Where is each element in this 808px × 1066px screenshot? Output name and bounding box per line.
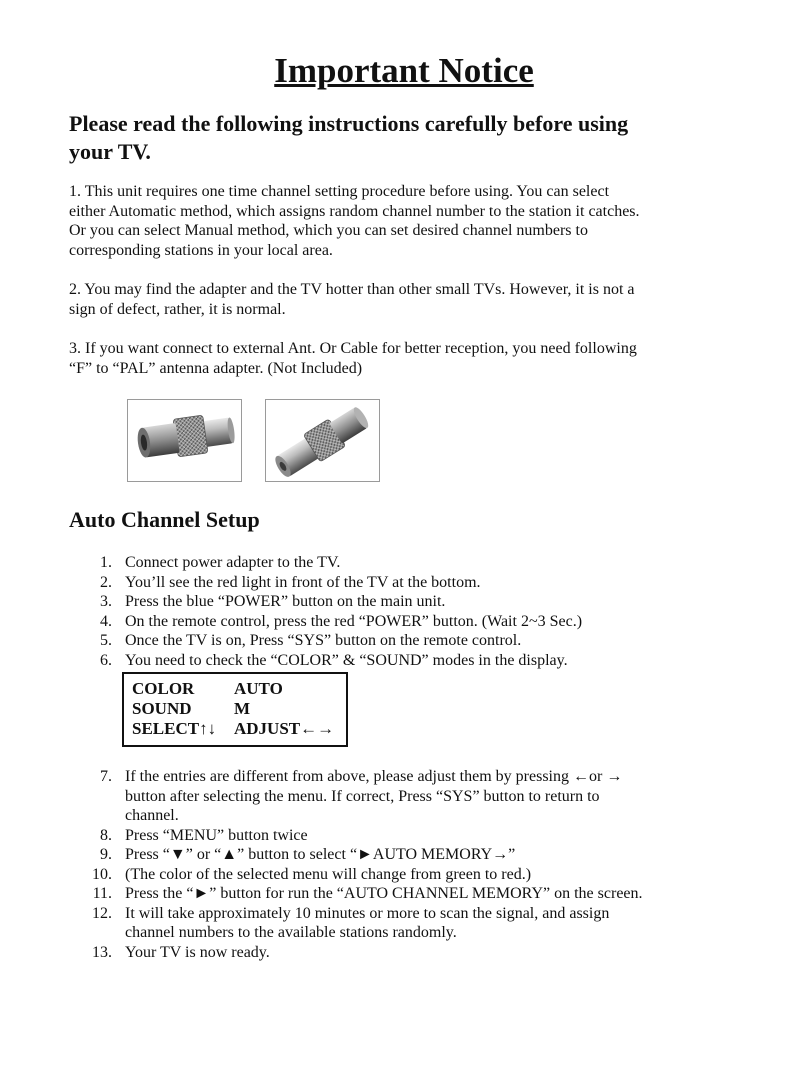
step-text: Connect power adapter to the TV. bbox=[125, 554, 341, 571]
step-number: 7 . bbox=[92, 767, 112, 787]
list-item bbox=[92, 573, 712, 593]
adapter-photo-f-female bbox=[127, 399, 242, 482]
list-item bbox=[92, 884, 712, 904]
text-line: 2. You may find the adapter and the TV hotter than other small TVs. However, it is not a bbox=[69, 281, 635, 298]
menu-key: SOUND bbox=[132, 699, 192, 718]
list-item bbox=[92, 845, 712, 865]
step-text: (The color of the selected menu will change from green to red.) bbox=[125, 865, 532, 883]
step-number: 9 . bbox=[92, 845, 112, 865]
page-title: Important Notice bbox=[274, 51, 534, 90]
list-item bbox=[92, 612, 712, 632]
step-number: 13 . bbox=[92, 943, 112, 963]
list-item bbox=[92, 767, 712, 826]
step-number: 4 . bbox=[92, 612, 112, 632]
notice-paragraph-3 bbox=[69, 339, 709, 378]
menu-display-box bbox=[122, 672, 348, 747]
text-line: 1. This unit requires one time channel setting procedure before using. You can select bbox=[69, 183, 610, 200]
list-item bbox=[92, 943, 712, 963]
subtitle-line: your TV. bbox=[69, 139, 151, 164]
step-number: 6 . bbox=[92, 651, 112, 671]
adapter-illustration bbox=[266, 400, 379, 481]
subtitle-line: Please read the following instructions carefully before using bbox=[69, 111, 629, 136]
menu-key: SELECT↑↓ bbox=[132, 719, 217, 738]
notice-paragraph-2 bbox=[69, 280, 709, 319]
list-item bbox=[92, 826, 712, 846]
adapter-illustration bbox=[128, 400, 241, 481]
step-text: button after selecting the menu. If correct, Press “SYS” button to return to bbox=[125, 787, 600, 805]
step-text: channel. bbox=[125, 807, 179, 824]
list-item bbox=[92, 631, 712, 651]
step-text: Your TV is now ready. bbox=[125, 943, 270, 961]
steps-list-part-1 bbox=[92, 553, 712, 670]
steps-list-part-2 bbox=[92, 767, 712, 962]
step-text: It will take approximately 10 minutes or more to scan the signal, and assign bbox=[125, 904, 610, 922]
step-text: Once the TV is on, Press “SYS” button on the remote control. bbox=[125, 632, 522, 649]
list-item bbox=[92, 865, 712, 885]
step-text: Press the blue “POWER” button on the main unit. bbox=[125, 593, 446, 610]
text-line: sign of defect, rather, it is normal. bbox=[69, 300, 286, 318]
menu-key: COLOR bbox=[132, 679, 195, 698]
menu-value: M bbox=[234, 699, 251, 718]
step-number: 8 . bbox=[92, 826, 112, 846]
text-line: 3. If you want connect to external Ant. Or Cable for better reception, you need following bbox=[69, 340, 637, 357]
step-text: Press “▼” or “▲” button to select “►AUTO MEMORY→” bbox=[125, 846, 516, 863]
text-line: “F” to “PAL” antenna adapter. (Not Included) bbox=[69, 359, 363, 377]
step-number: 10 . bbox=[92, 865, 112, 885]
step-text: channel numbers to the available stations randomly. bbox=[125, 924, 457, 941]
notice-paragraph-1 bbox=[69, 182, 709, 260]
adapter-photo-pal-male bbox=[265, 399, 380, 482]
list-item bbox=[92, 592, 712, 612]
text-line: Or you can select Manual method, which you can set desired channel numbers to bbox=[69, 222, 588, 239]
section-title: Auto Channel Setup bbox=[69, 507, 260, 532]
menu-value: AUTO bbox=[234, 679, 283, 698]
step-text: On the remote control, press the red “POWER” button. (Wait 2~3 Sec.) bbox=[125, 612, 583, 630]
step-number: 12 . bbox=[92, 904, 112, 924]
step-text: If the entries are different from above, please adjust them by pressing ←or → bbox=[125, 768, 623, 785]
list-item bbox=[92, 651, 712, 671]
text-line: corresponding stations in your local area. bbox=[69, 241, 333, 259]
list-item bbox=[92, 904, 712, 943]
step-text: You need to check the “COLOR” & “SOUND” modes in the display. bbox=[125, 651, 568, 669]
step-text: Press the “►” button for run the “AUTO CHANNEL MEMORY” on the screen. bbox=[125, 885, 643, 902]
step-text: Press “MENU” button twice bbox=[125, 826, 308, 844]
step-number: 2 . bbox=[92, 573, 112, 593]
subtitle bbox=[69, 110, 689, 166]
step-number: 3 . bbox=[92, 592, 112, 612]
step-number: 11 . bbox=[92, 884, 112, 904]
text-line: either Automatic method, which assigns random channel number to the station it catches. bbox=[69, 202, 640, 220]
list-item bbox=[92, 553, 712, 573]
menu-value: ADJUST←→ bbox=[234, 719, 335, 738]
step-number: 5 . bbox=[92, 631, 112, 651]
step-text: You’ll see the red light in front of the TV at the bottom. bbox=[125, 573, 481, 591]
step-number: 1 . bbox=[92, 553, 112, 573]
